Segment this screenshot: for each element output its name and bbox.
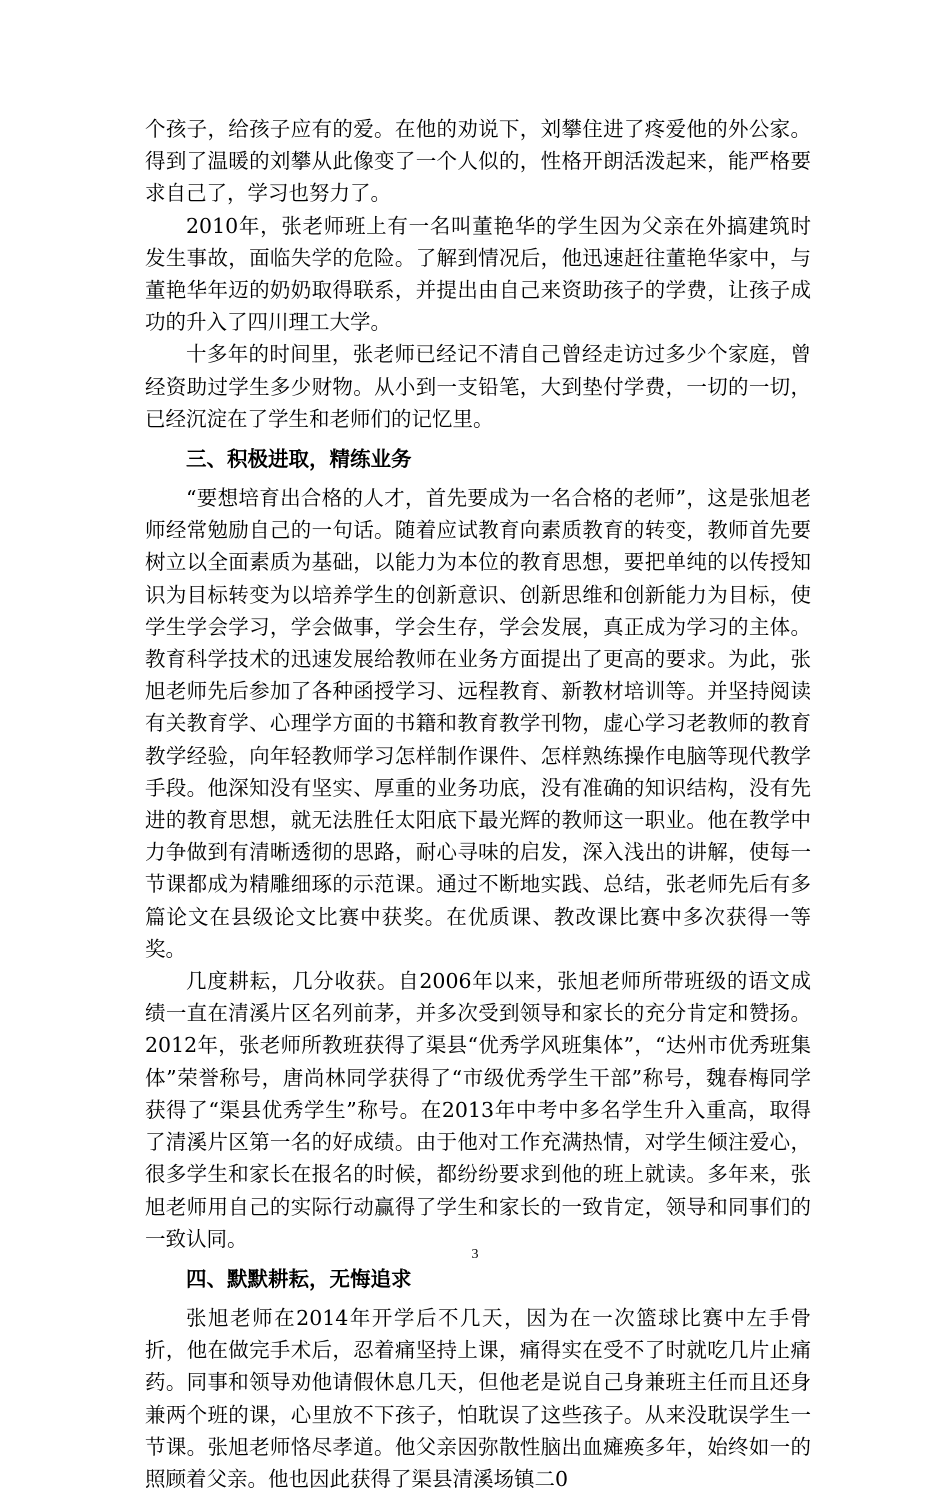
paragraph: “要想培育出合格的人才，首先要成为一名合格的老师”，这是张旭老师经常勉励自己的一句话。随着应试教育向素质教育的转变，教师首先要树立以全面素质为基础，以能力为本位的教育思想，要把单纯的以传授知识为目标转变为以培养学生的创新意识、创新思维和创新能力为目标，使学生学会学习，学会做事，学会生存，学会发展，真正成为学习的主体。教育科学技术的迅速发展给教师在业务方面提出了更高的要求。为此，张旭老师先后参加了各种函授学习、远程教育、新教材培训等。并坚持阅读有关教育学、心理学方面的书籍和教育教学刊物，虚心学习老教师的教育教学经验，向年轻教师学习怎样制作课件、怎样熟练操作电脑等现代教学手段。他深知没有坚实、厚重的业务功底，没有准确的知识结构，没有先进的教育思想，就无法胜任太阳底下最光辉的教师这一职业。他在教学中力争做到有清晰透彻的思路，耐心寻味的启发，深入浅出的讲解，使每一节课都成为精雕细琢的示范课。通过不断地实践、总结，张老师先后有多篇论文在县级论文比赛中获奖。在优质课、教改课比赛中多次获得一等奖。	[145, 486, 811, 961]
page-number: 3	[471, 1247, 479, 1262]
document-body	[145, 113, 811, 1495]
paragraph: 十多年的时间里，张老师已经记不清自己曾经走访过多少个家庭，曾经资助过学生多少财物。从小到一支铅笔，大到垫付学费，一切的一切，已经沉淀在了学生和老师们的记忆里。	[145, 342, 811, 431]
paragraph: 几度耕耘，几分收获。自2006年以来，张旭老师所带班级的语文成绩一直在清溪片区名列前茅，并多次受到领导和家长的充分肯定和赞扬。2012年，张老师所教班获得了渠县“优秀学风班集体”，“达州市优秀班集体”荣誉称号，唐尚林同学获得了“市级优秀学生干部”称号，魏春梅同学获得了“渠县优秀学生”称号。在2013年中考中多名学生升入重高，取得了清溪片区第一名的好成绩。由于他对工作充满热情，对学生倾注爱心，很多学生和家长在报名的时候，都纷纷要求到他的班上就读。多年来，张旭老师用自己的实际行动赢得了学生和家长的一致肯定，领导和同事们的一致认同。	[145, 969, 811, 1251]
paragraph: 个孩子，给孩子应有的爱。在他的劝说下，刘攀住进了疼爱他的外公家。得到了温暖的刘攀从此像变了一个人似的，性格开朗活泼起来，能严格要求自己了，学习也努力了。	[145, 117, 811, 206]
section-heading-3: 三、积极进取，精练业务	[186, 447, 412, 472]
paragraph: 张旭老师在2014年开学后不几天，因为在一次篮球比赛中左手骨折，他在做完手术后，忍着痛坚持上课，痛得实在受不了时就吃几片止痛药。同事和领导劝他请假休息几天，但他老是说自己身兼班主任而且还身兼两个班的课，心里放不下孩子，怕耽误了这些孩子。从来没耽误学生一节课。张旭老师恪尽孝道。他父亲因弥散性脑出血瘫痪多年，始终如一的照顾着父亲。他也因此获得了渠县清溪场镇二0	[145, 1305, 811, 1491]
paragraph: 2010年，张老师班上有一名叫董艳华的学生因为父亲在外搞建筑时发生事故，面临失学的危险。了解到情况后，他迅速赶往董艳华家中，与董艳华年迈的奶奶取得联系，并提出由自己来资助孩子的学费，让孩子成功的升入了四川理工大学。	[145, 213, 811, 335]
section-heading-4: 四、默默耕耘，无悔追求	[186, 1266, 412, 1291]
